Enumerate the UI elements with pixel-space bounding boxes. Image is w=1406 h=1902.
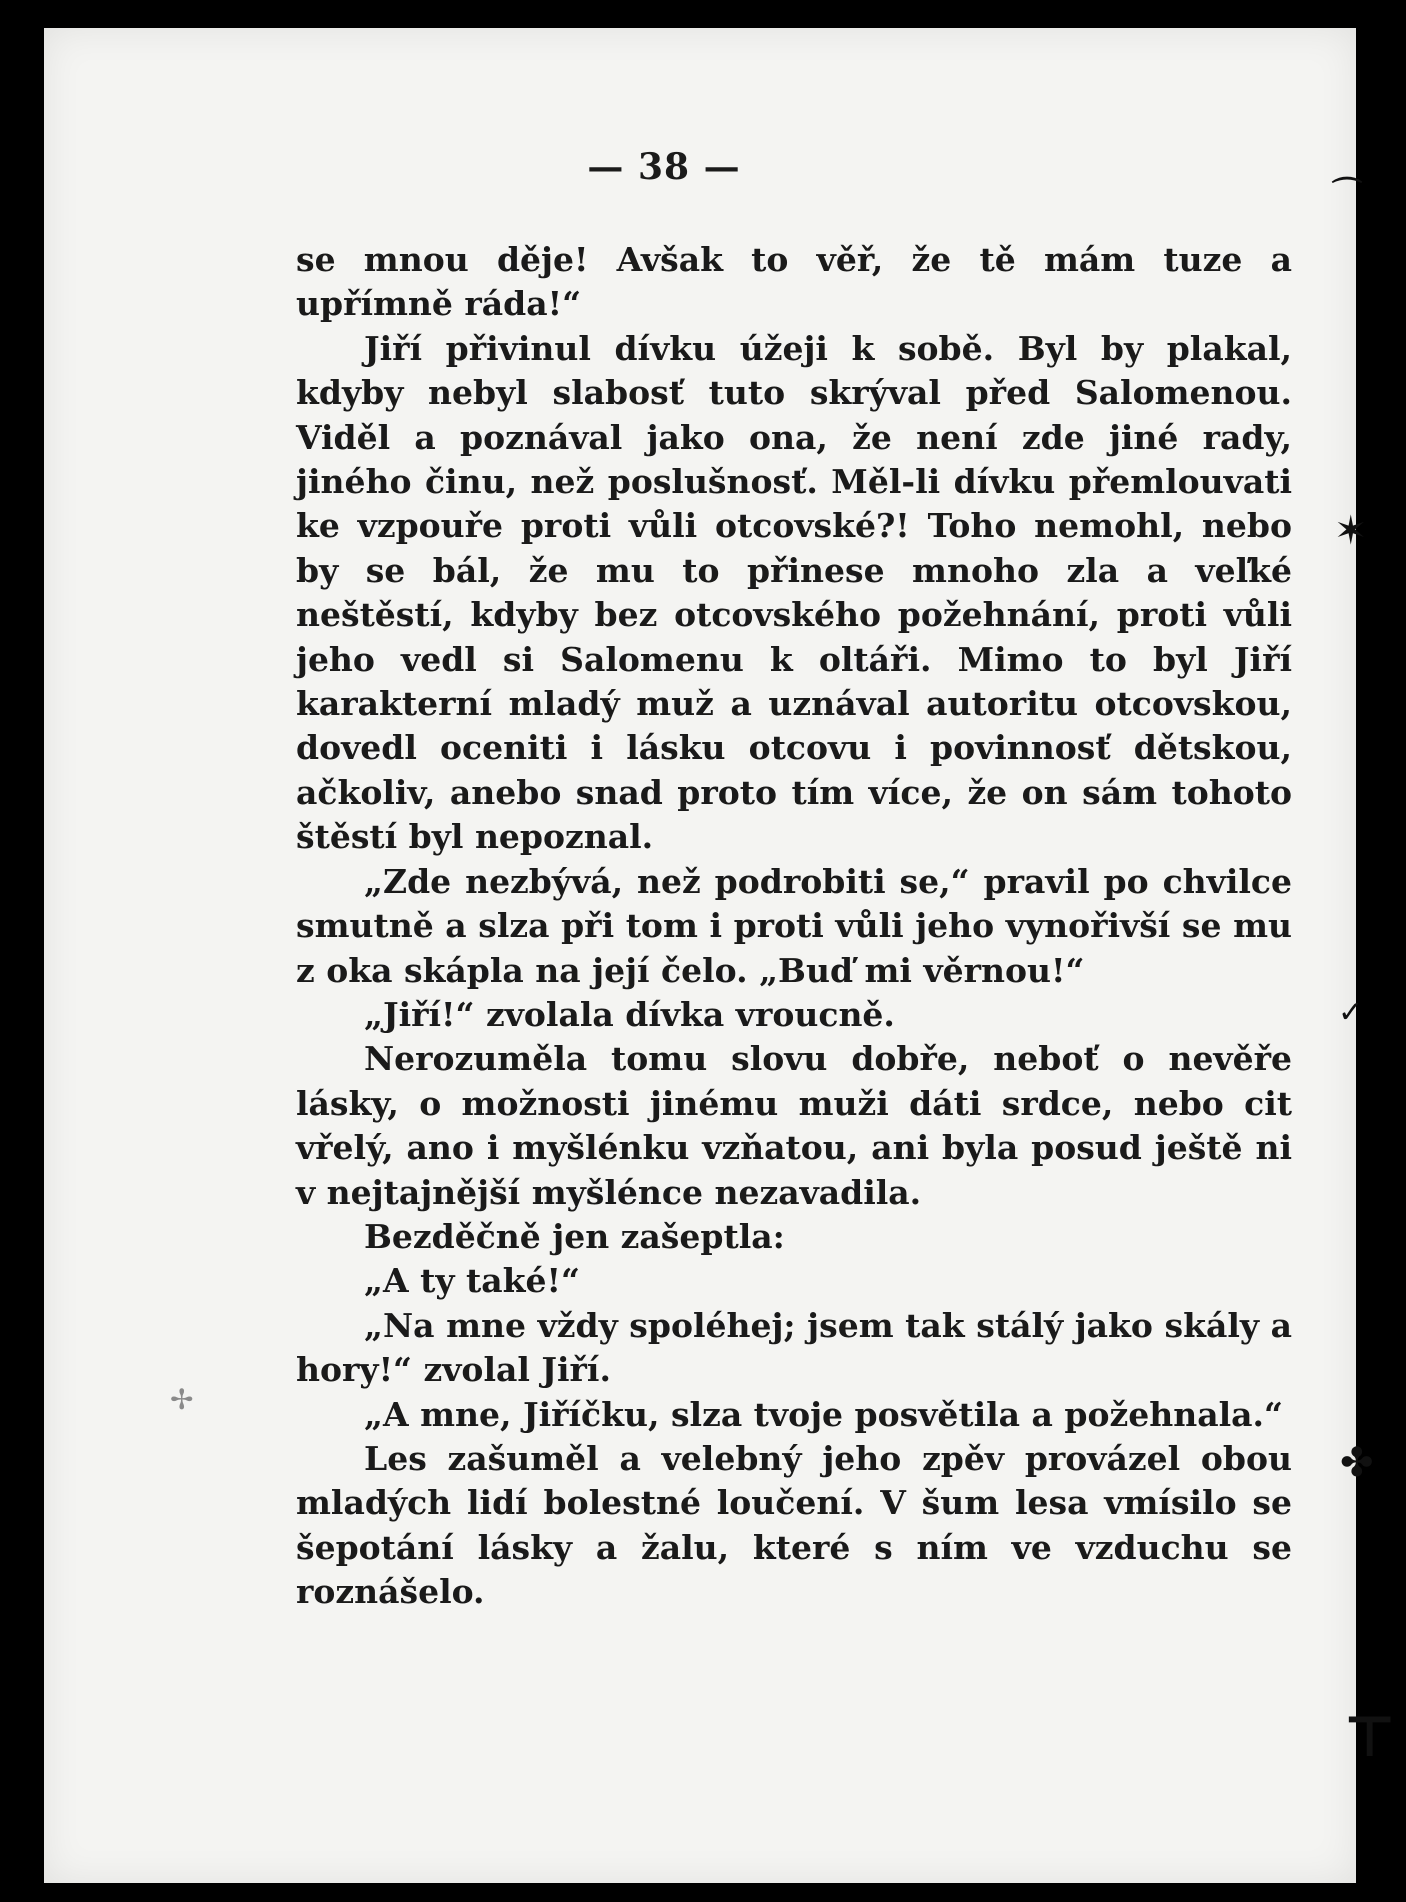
paragraph-1: se mnou děje! Avšak to věř, že tě mám tuze a upřímně ráda!“ bbox=[296, 240, 1292, 324]
right-margin-binding-marks bbox=[1330, 0, 1406, 1902]
left-margin-smudge: ✢ bbox=[170, 1383, 194, 1416]
body-text bbox=[296, 238, 1292, 1615]
paragraph-9: „A mne, Jiříčku, slza tvoje posvětila a požehnala.“ bbox=[364, 1394, 1284, 1434]
paragraph-3: „Zde nezbývá, než podrobiti se,“ pravil po chvilce smutně a slza při tom i proti vůli jeho vynořivší se mu z oka skápla na její čelo. „Buď mi věrnou!“ bbox=[296, 861, 1292, 990]
paragraph-4: „Jiří!“ zvolala dívka vroucně. bbox=[364, 994, 895, 1034]
book-page bbox=[44, 28, 1356, 1883]
binding-mark-1: ⌒ bbox=[1332, 176, 1362, 211]
paragraph-2: Jiří přivinul dívku úžeji k sobě. Byl by plakal, kdyby nebyl slabosť tuto skrýval před Salomenou. Viděl a poznával jako ona, že není zde jiné rady, jiného činu, než poslušnosť. Měl-li dívku přemlouvati ke vzpouře proti vůli otcovské?! Toho nemohl, nebo by se bál, že mu to přinese mnoho zla a veľké neštěstí, kdyby bez otcovského požehnání, proti vůli jeho vedl si Salomenu k oltáři. Mimo to byl Jiří karakterní mladý muž a uznával autoritu otcovskou, dovedl oceniti i lásku otcovu i povinnosť dětskou, ačkoliv, anebo snad proto tím více, že on sám tohoto štěstí byl nepoznal. bbox=[296, 328, 1292, 857]
binding-mark-4: ✤ bbox=[1340, 1440, 1374, 1486]
binding-mark-2: ✶ bbox=[1334, 508, 1368, 554]
paragraph-5: Nerozuměla tomu slovu dobře, neboť o nevěře lásky, o možnosti jinému muži dáti srdce, nebo cit vřelý, ano i myšlénku vzňatou, ani byla posud ještě ni v nejtajnější myšlénce nezavadila. bbox=[296, 1039, 1292, 1212]
binding-mark-3: ✓ bbox=[1338, 995, 1364, 1030]
paragraph-7: „A ty také!“ bbox=[364, 1261, 580, 1301]
paragraph-8: „Na mne vždy spoléhej; jsem tak stálý jako skály a hory!“ zvolal Jiří. bbox=[296, 1305, 1292, 1390]
paragraph-6: Bezděčně jen zašeptla: bbox=[364, 1216, 785, 1256]
page-number: — 38 — bbox=[587, 146, 741, 188]
paragraph-10: Les zašuměl a velebný jeho zpěv provázel obou mladých lidí bolestné loučení. V šum lesa vmísilo se šepotání lásky a žalu, které s ním ve vzduchu se roznášelo. bbox=[296, 1438, 1292, 1612]
binding-mark-5: ⊤ bbox=[1344, 1705, 1396, 1770]
